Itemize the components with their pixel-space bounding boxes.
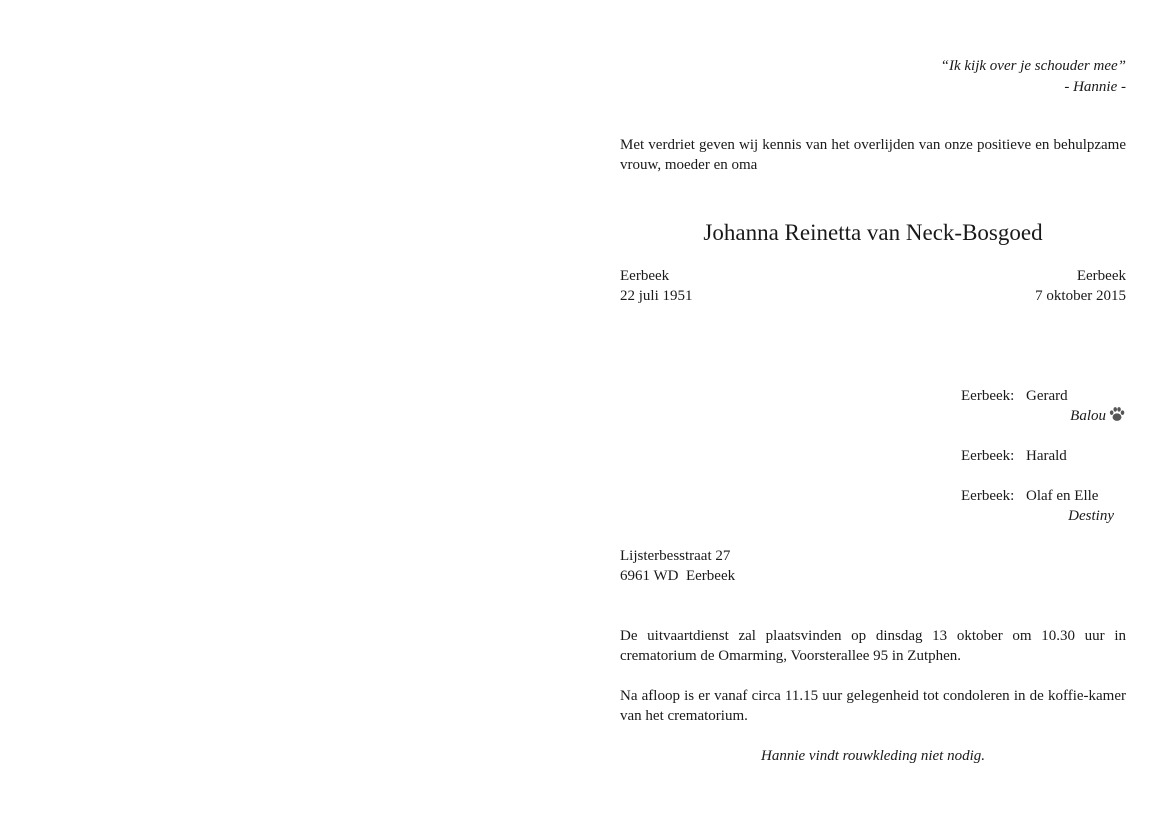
family-names: Harald [1026,448,1067,464]
family-place: Eerbeek: [961,448,1015,464]
death-date: 7 oktober 2015 [1035,288,1126,304]
address-street: Lijsterbesstraat 27 [620,548,731,564]
death-info [1035,266,1126,306]
announcement-intro: Met verdriet geven wij kennis van het overlijden van onze positieve en behulpzame vrouw, moeder en oma [620,137,1126,173]
family-pet [961,506,1126,526]
condolence-details: Na afloop is er vanaf circa 11.15 uur gelegenheid tot condoleren in de koffie-kamer van het crematorium. [620,688,1126,724]
service-details: De uitvaartdienst zal plaatsvinden op dinsdag 13 oktober om 10.30 uur in crematorium de Omarming, Voorsterallee 95 in Zutphen. [620,628,1126,664]
opening-quote [941,56,1126,98]
quote-author: - Hannie - [1064,79,1126,95]
family-entry [961,386,1126,426]
birth-date: 22 juli 1951 [620,288,693,304]
birth-place: Eerbeek [620,268,670,284]
family-names: Gerard [1026,388,1068,404]
deceased-name: Johanna Reinetta van Neck-Bosgoed [703,220,1043,245]
family-place: Eerbeek: [961,488,1015,504]
pet-name: Balou [1070,408,1106,424]
closing-note: Hannie vindt rouwkleding niet nodig. [761,748,985,764]
pet-name: Destiny [1068,508,1114,524]
family-names: Olaf en Elle [1026,488,1099,504]
birth-info [620,266,693,306]
paw-icon [1108,406,1126,422]
death-place: Eerbeek [1076,268,1126,284]
family-pet [961,406,1126,426]
family-entry [961,486,1126,526]
family-place: Eerbeek: [961,388,1015,404]
family-entry [961,446,1126,466]
quote-text: “Ik kijk over je schouder mee” [940,58,1126,74]
address-city: 6961 WD Eerbeek [620,568,736,584]
home-address [620,546,735,586]
